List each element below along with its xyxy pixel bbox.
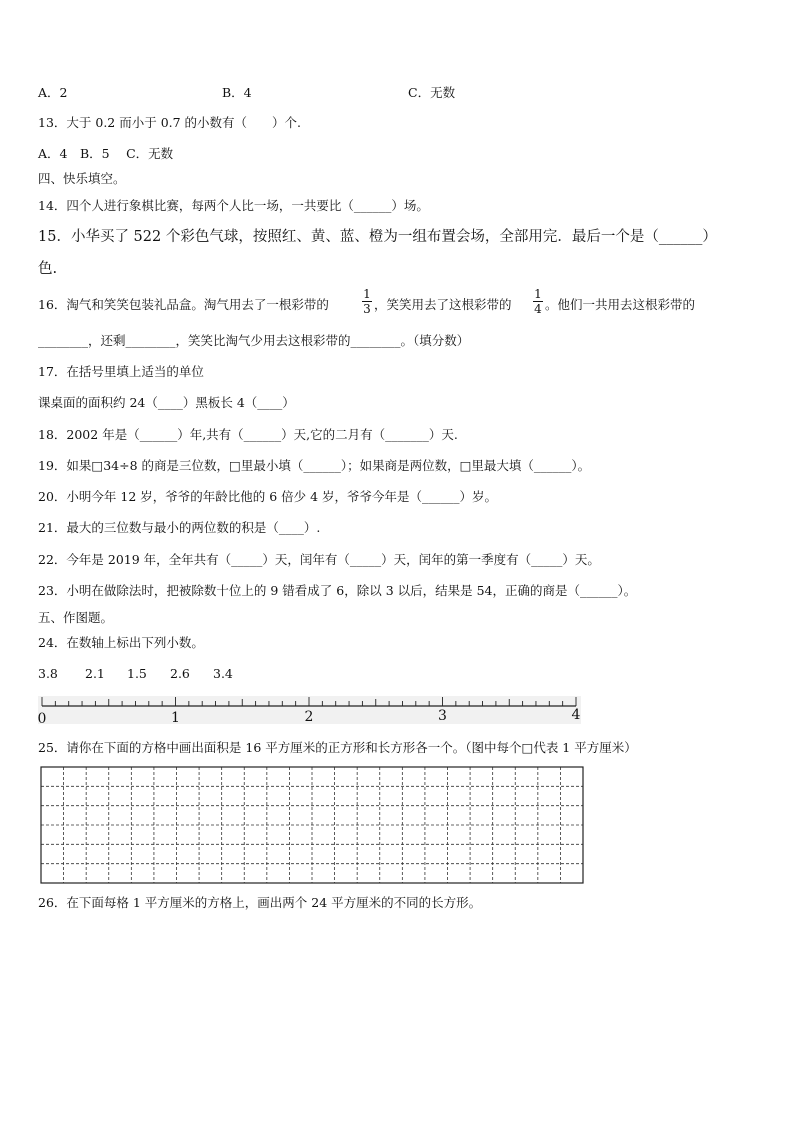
decimal-2: 2.1 bbox=[85, 666, 105, 681]
q16-fraction-1-denominator: 3 bbox=[363, 302, 371, 316]
number-line bbox=[0, 690, 794, 730]
number-line-label: 1 bbox=[171, 710, 180, 726]
q17-line2: 课桌面的面积约 24（____）黑板长 4（____） bbox=[38, 395, 295, 410]
q23-question: 23．小明在做除法时，把被除数十位上的 9 错看成了 6，除以 3 以后，结果是 54，正确的商是（______）。 bbox=[38, 583, 637, 598]
q16-fraction-2-denominator: 4 bbox=[534, 302, 542, 316]
q16-line2: ________，还剩________，笑笑比淘气少用去这根彩带的________。（填分数） bbox=[38, 333, 470, 348]
number-line-label: 0 bbox=[37, 711, 47, 727]
number-line-label: 4 bbox=[571, 707, 581, 723]
number-line-label: 3 bbox=[438, 708, 447, 724]
q16-fraction-2-numerator: 1 bbox=[534, 287, 542, 301]
q21-question: 21．最大的三位数与最小的两位数的积是（____）. bbox=[38, 520, 321, 535]
q12-option-b: B．4 bbox=[222, 85, 252, 100]
q12-option-c: C．无数 bbox=[408, 85, 456, 100]
section-4-heading: 四、快乐填空。 bbox=[38, 171, 126, 186]
q16-fraction-1 bbox=[362, 288, 372, 315]
q16-part1: 16．淘气和笑笑包装礼品盒。淘气用去了一根彩带的 bbox=[38, 297, 329, 312]
q16-part2: ，笑笑用去了这根彩带的 bbox=[374, 297, 512, 312]
q20-question: 20．小明今年 12 岁，爷爷的年龄比他的 6 倍少 4 岁，爷爷今年是（______）岁。 bbox=[38, 489, 498, 504]
q25-question: 25．请你在下面的方格中画出面积是 16 平方厘米的正方形和长方形各一个。（图中每个□代表 1 平方厘米） bbox=[38, 740, 637, 755]
q16-fraction-1-numerator: 1 bbox=[363, 287, 371, 301]
q18-question: 18．2002 年是（______）年,共有（______）天,它的二月有（_______）天. bbox=[38, 427, 458, 442]
number-line-label: 2 bbox=[304, 709, 314, 725]
decimal-3: 1.5 bbox=[127, 666, 147, 681]
q13-options: A．4 B．5 C．无数 bbox=[38, 146, 174, 161]
q19-question: 19．如果□34÷8 的商是三位数，□里最小填（______）；如果商是两位数，□里最大填（______）。 bbox=[38, 458, 591, 473]
q13-question: 13．大于 0.2 而小于 0.7 的小数有（ ）个. bbox=[38, 115, 302, 130]
q15-continuation: 色. bbox=[38, 261, 58, 277]
q14-question: 14．四个人进行象棋比赛，每两个人比一场，一共要比（______）场。 bbox=[38, 198, 429, 213]
q16-fraction-2 bbox=[533, 288, 543, 315]
q16-part3: 。他们一共用去这根彩带的 bbox=[545, 297, 696, 312]
q12-option-a: A．2 bbox=[38, 85, 68, 100]
section-5-heading: 五、作图题。 bbox=[38, 610, 114, 625]
q24-title: 24．在数轴上标出下列小数。 bbox=[38, 635, 204, 650]
decimal-4: 2.6 bbox=[170, 666, 190, 681]
square-grid[interactable] bbox=[40, 766, 584, 884]
q22-question: 22．今年是 2019 年，全年共有（_____）天，闰年有（_____）天，闰年的第一季度有（_____）天。 bbox=[38, 552, 600, 567]
q26-question: 26．在下面每格 1 平方厘米的方格上，画出两个 24 平方厘米的不同的长方形。 bbox=[38, 895, 482, 910]
q15-question: 15．小华买了 522 个彩色气球，按照红、黄、蓝、橙为一组布置会场，全部用完．最后一个是（______） bbox=[38, 229, 717, 245]
q17-title: 17．在括号里填上适当的单位 bbox=[38, 364, 204, 379]
decimal-1: 3.8 bbox=[38, 666, 58, 681]
decimal-5: 3.4 bbox=[213, 666, 233, 681]
